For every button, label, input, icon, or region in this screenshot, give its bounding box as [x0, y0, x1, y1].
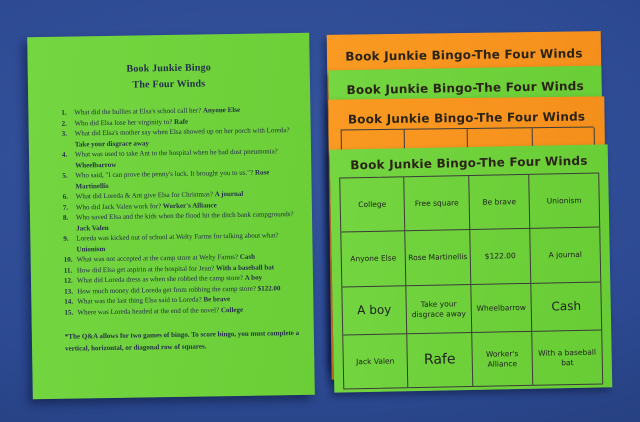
question-answer: Take your disgrace away	[74, 138, 150, 149]
question-answer: Jack Valen	[76, 223, 109, 232]
question-text: What was the last thing Elsa said to Loreda?	[77, 295, 202, 306]
question-text: What did Loreda & Ant give Elsa for Christmas?	[75, 190, 213, 201]
question-text: How did Elsa get aspirin at the hospital for Jean?	[76, 263, 215, 274]
question-answer: Worker's Alliance	[162, 200, 217, 210]
bingo-cell: Anyone Else	[341, 231, 406, 287]
bingo-cell: Wheelbarrow	[471, 284, 532, 333]
question-number: 13.	[64, 287, 73, 296]
question-text: What did Elsa's mother say when Elsa showed up on her porch with Loreda?	[74, 126, 290, 138]
question-answer: Unionism	[76, 244, 106, 253]
question-text: Who did Jack Valen work for?	[75, 201, 162, 211]
bingo-cell: A boy	[342, 286, 407, 335]
bingo-cell: Be brave	[469, 175, 530, 230]
question-number: 15.	[64, 308, 74, 317]
question-number: 9.	[63, 234, 69, 243]
question-number: 6.	[62, 192, 68, 201]
question-text: What did the bullies at Elsa's school call her?	[74, 106, 202, 117]
bingo-cell: Take your disgrace away	[406, 285, 472, 334]
question-text: Loreda was kicked out of school at Welty Farms for talking about what?	[76, 231, 279, 243]
bingo-cell: Unionism	[529, 174, 599, 229]
bingo-cell: College	[340, 177, 405, 232]
bingo-cell: A journal	[530, 228, 600, 284]
bingo-card-title: Book Junkie Bingo-The Four Winds	[350, 153, 588, 173]
answer-sheet	[27, 33, 315, 399]
question-number: 1.	[61, 108, 67, 117]
question-number: 8.	[62, 213, 69, 222]
question-answer: Rafe	[174, 117, 189, 126]
question-answer: Wheelbarrow	[75, 160, 117, 169]
question-answer: A journal	[214, 189, 244, 199]
question-text: What was not accepted at the camp store at Welty Farms?	[76, 252, 239, 264]
bingo-cell: Rafe	[407, 333, 473, 387]
bingo-grid	[339, 173, 603, 390]
bingo-card-title: Book Junkie Bingo-The Four Winds	[347, 109, 586, 127]
question-text: Where was Loreda headed at the end of the novel?	[77, 305, 220, 316]
question-number: 5.	[62, 171, 68, 180]
question-answer: Cash	[239, 252, 256, 261]
bingo-card-front	[330, 144, 613, 392]
bingo-cell: Cash	[531, 283, 601, 332]
question-answer: Anyone Else	[202, 105, 241, 115]
bingo-cell: Worker's Alliance	[472, 332, 533, 386]
question-number: 3.	[61, 129, 68, 138]
question-answer: Rose Martinellis	[75, 168, 270, 190]
question-number: 12.	[63, 276, 73, 285]
question-number: 7.	[62, 203, 69, 212]
answer-sheet-title-line1: Book Junkie Bingo	[126, 62, 212, 75]
scoring-footnote: *The Q&A allows for two games of bingo. To score bingo, you must complete a vertical, horizontal, or diagonal row of squares.	[64, 329, 300, 353]
question-text: How much money did Loreda get from robbing the camp store?	[77, 284, 257, 295]
question-number: 2.	[61, 119, 67, 128]
question-text: Who did Elsa lose her virginity to?	[74, 117, 173, 128]
question-number: 4.	[61, 150, 68, 159]
bingo-cell: Jack Valen	[343, 334, 408, 388]
question-text: Who saved Elsa and the kids when the flood hit the ditch bank campgrounds?	[75, 210, 294, 222]
question-number: 11.	[63, 266, 73, 275]
bingo-card-title: Book Junkie Bingo-The Four Winds	[346, 78, 584, 98]
question-list	[61, 104, 301, 318]
question-answer: College	[220, 305, 244, 314]
bingo-cell: Free square	[404, 176, 470, 231]
bingo-cell: Rose Martinellis	[405, 230, 471, 286]
bingo-cell: With a baseball bat	[538, 347, 597, 367]
question-answer: A boy	[244, 273, 263, 282]
bingo-card-title: Book Junkie Bingo-The Four Winds	[345, 46, 583, 64]
question-number: 10.	[63, 255, 73, 264]
bingo-cell: $122.00	[470, 229, 531, 285]
question-text: Who said, "I can prove the penny's luck. It brought you to us."?	[75, 168, 254, 180]
question-answer: $122.00	[257, 283, 281, 293]
answer-sheet-title-line2: The Four Winds	[132, 78, 206, 91]
question-number: 14.	[64, 297, 74, 306]
question-answer: With a baseball bat	[215, 262, 275, 272]
question-text: What did Loreda dress as when she robbed the camp store?	[76, 273, 244, 285]
question-answer: Be brave	[203, 295, 231, 304]
question-text: What was used to take Ant to the hospital when he had dust pneumonia?	[74, 147, 278, 159]
